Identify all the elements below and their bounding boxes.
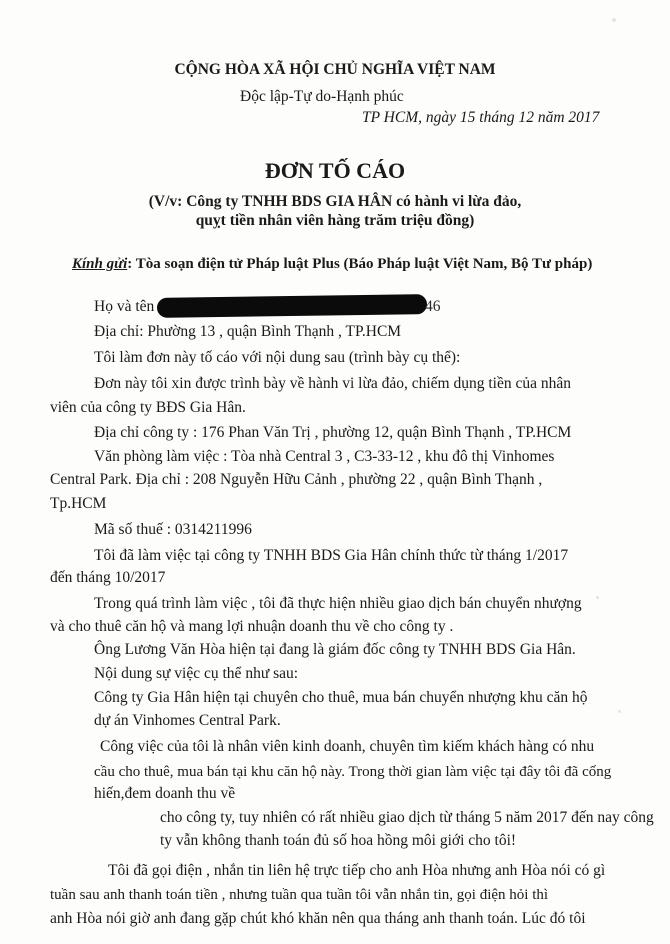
scan-speck xyxy=(612,18,616,22)
body-line: Tôi đã làm việc tại công ty TNHH BDS Gia Hân chính thức từ tháng 1/2017 xyxy=(94,547,569,564)
recipient-line xyxy=(72,254,592,274)
body-line: cho công ty, tuy nhiên có rất nhiều giao dịch từ tháng 5 năm 2017 đến nay công xyxy=(160,809,654,826)
body-line: và cho thuê căn hộ và mang lợi nhuận doanh thu về cho công ty . xyxy=(50,618,454,635)
redaction-mark xyxy=(157,294,427,318)
body-line: Trong quá trình làm việc , tôi đã thực hiện nhiều giao dịch bán chuyển nhượng xyxy=(94,595,582,612)
body-line: hiến,đem doanh thu về xyxy=(94,785,236,802)
body-line: viên của công ty BĐS Gia Hân. xyxy=(50,399,246,416)
place-date: TP HCM, ngày 15 tháng 12 năm 2017 xyxy=(362,109,600,126)
body-line: Văn phòng làm việc : Tòa nhà Central 3 , C3-33-12 , khu đô thị Vinhomes xyxy=(94,448,555,465)
document-title: ĐƠN TỐ CÁO xyxy=(264,158,406,183)
body-line: Ông Lương Văn Hòa hiện tại đang là giám đốc công ty TNHH BDS Gia Hân. xyxy=(94,641,576,658)
body-line: Công việc của tôi là nhân viên kinh doanh, chuyên tìm kiếm khách hàng có nhu xyxy=(100,738,595,755)
body-line: Địa chỉ: Phường 13 , quận Bình Thạnh , TP.HCM xyxy=(94,323,402,340)
body-line: Mã số thuế : 0314211996 xyxy=(94,521,252,538)
body-line: Công ty Gia Hân hiện tại chuyên cho thuê, mua bán chuyển nhượng khu căn hộ xyxy=(94,689,588,706)
name-tail: 46 xyxy=(425,298,441,315)
national-title: CỘNG HÒA XÃ HỘI CHỦ NGHĨA VIỆT NAM xyxy=(174,61,496,78)
body-line: dự án Vinhomes Central Park. xyxy=(94,712,281,729)
body-line: Nội dung sự việc cụ thể như sau: xyxy=(94,665,299,682)
body-line: đến tháng 10/2017 xyxy=(50,569,166,586)
scan-speck xyxy=(596,596,599,599)
body-line: cầu cho thuê, mua bán tại khu căn hộ này. Trong thời gian làm việc tại đây tôi đã cống xyxy=(94,764,612,780)
body-line: Đơn này tôi xin được trình bày về hành vi lừa đảo, chiếm dụng tiền của nhân xyxy=(94,375,571,392)
body-line: Tôi làm đơn này tố cáo với nội dung sau (trình bày cụ thể): xyxy=(94,349,461,366)
subject-line-2: quỵt tiền nhân viên hàng trăm triệu đồng) xyxy=(195,212,475,229)
recipient-label: Kính gửi xyxy=(72,256,128,272)
body-line: Tôi đã gọi điện , nhắn tin liên hệ trực tiếp cho anh Hòa nhưng anh Hòa nói có gì xyxy=(108,862,606,879)
subject-line-1: (V/v: Công ty TNHH BDS GIA HÂN có hành vi lừa đảo, xyxy=(148,193,522,210)
body-line: Tp.HCM xyxy=(50,495,107,512)
body-line: Địa chỉ công ty : 176 Phan Văn Trị , phường 12, quận Bình Thạnh , TP.HCM xyxy=(94,424,572,441)
body-line: Central Park. Địa chỉ : 208 Nguyễn Hữu Cảnh , phường 22 , quận Bình Thạnh , xyxy=(50,471,543,488)
body-line: anh Hòa nói giờ anh đang gặp chút khó khăn nên qua tháng anh thanh toán. Lúc đó tôi xyxy=(50,910,586,927)
name-label: Họ và tên xyxy=(94,298,155,315)
national-motto: Độc lập-Tự do-Hạnh phúc xyxy=(240,88,404,105)
recipient-text: : Tòa soạn điện tử Pháp luật Plus (Báo Pháp luật Việt Nam, Bộ Tư pháp) xyxy=(127,256,593,272)
body-line: tuần sau anh thanh toán tiền , nhưng tuần qua tuần tôi vẫn nhắn tin, gọi điện hỏi thì xyxy=(50,887,549,903)
scan-speck xyxy=(618,710,621,713)
body-line: ty vẫn không thanh toán đủ số hoa hồng môi giới cho tôi! xyxy=(160,832,517,849)
